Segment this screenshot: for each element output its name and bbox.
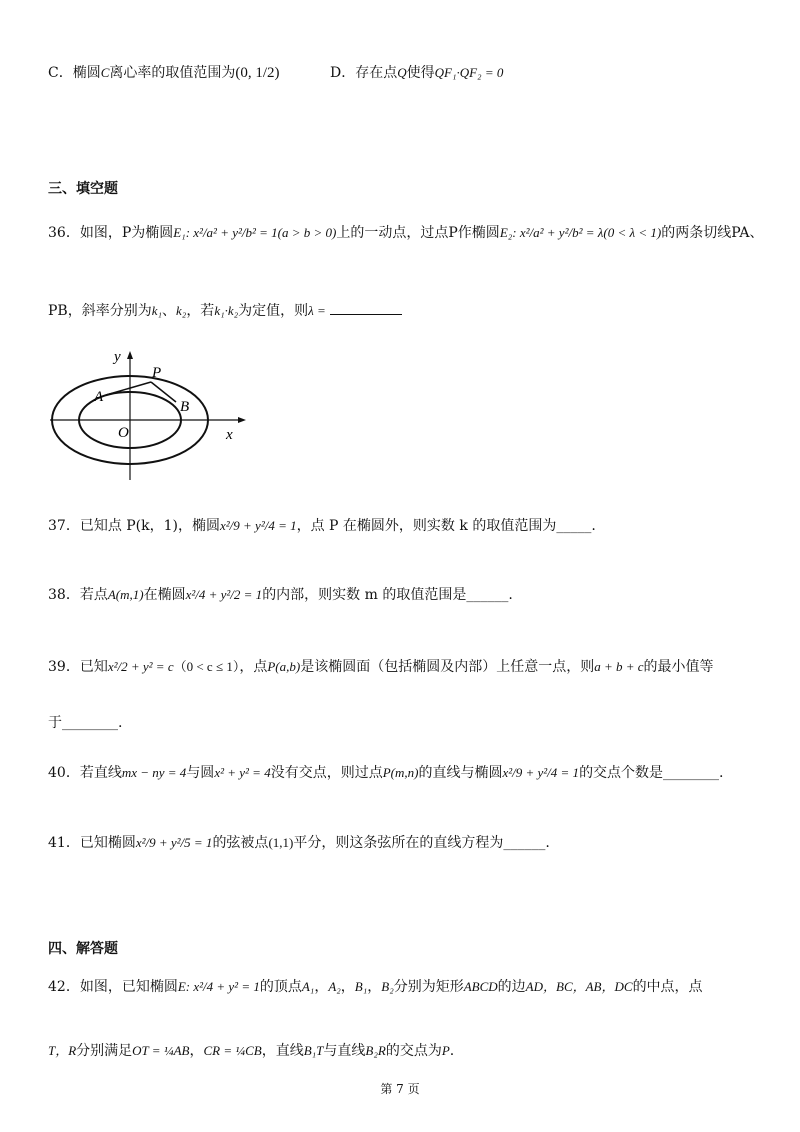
q39-end2: 的最小值等 <box>643 659 714 675</box>
y-axis-arrow-icon <box>127 351 133 359</box>
q40-pt: P(m,n) <box>382 765 419 780</box>
label-a: A <box>94 389 104 405</box>
q38-mid: 在椭圆 <box>143 587 186 603</box>
q36-start: 36．如图，P为椭圆 <box>48 225 174 241</box>
q39-pt: P(a,b) <box>267 659 301 674</box>
q40-mid3: 的直线与椭圆 <box>418 765 503 781</box>
label-o: O <box>118 425 129 441</box>
q36-prod: k₁·k₂ <box>214 303 239 318</box>
q39-line1 <box>48 656 760 676</box>
q36-sep: 、 <box>162 303 177 319</box>
q36-answer-blank <box>330 314 402 315</box>
q38 <box>48 584 760 604</box>
option-d <box>330 62 760 82</box>
label-y: y <box>114 349 121 365</box>
q39-cond: （0 < c ≤ 1） <box>173 659 240 674</box>
q41-end: 平分，则这条弦所在的直线方程为______. <box>293 835 550 851</box>
option-d-var: Q <box>397 65 407 80</box>
q41-eq: x²/9 + y²/5 = 1 <box>135 835 213 850</box>
option-c-text: 离心率的取值范围为 <box>109 65 236 81</box>
q39-end: 是该椭圆面（包括椭圆及内部）上任意一点，则 <box>300 659 595 675</box>
q42-mid3: 的边 <box>497 979 526 995</box>
q42-ot: OT = ¼AB <box>132 1043 190 1058</box>
option-c-math: (0, 1/2) <box>235 65 280 81</box>
x-axis-arrow-icon <box>238 417 246 423</box>
label-x: x <box>226 427 233 443</box>
q37-text: 37．已知点 P(k，1)，椭圆 <box>48 518 220 534</box>
q39-line2: 于________. <box>48 715 123 731</box>
q42-line2a: T，R <box>48 1043 77 1058</box>
q41-mid: 的弦被点 <box>212 835 269 851</box>
q36-k2: k₂ <box>176 303 187 318</box>
option-d-label: D．存在点 <box>330 65 398 81</box>
q42-v2: A₂ <box>328 979 341 994</box>
option-c-var: C <box>100 65 110 80</box>
q42-mid: 的顶点 <box>259 979 302 995</box>
q39-expr: a + b + c <box>594 659 644 674</box>
option-d-text: 使得 <box>406 65 435 81</box>
q36-ellipse1: E₁: x²/a² + y²/b² = 1(a > b > 0) <box>173 225 337 240</box>
q42-line1 <box>48 976 760 996</box>
q36-line2c: 为定值，则 <box>238 303 309 319</box>
q42-eq: E: x²/4 + y² = 1 <box>177 979 260 994</box>
q40-eq: x²/9 + y²/4 = 1 <box>502 765 580 780</box>
q36-line1 <box>48 222 764 242</box>
option-c-label: C．椭圆 <box>48 65 101 81</box>
q42-mid2: 分别为矩形 <box>393 979 464 995</box>
label-b: B <box>180 399 190 415</box>
q41-pt: (1,1) <box>268 835 294 850</box>
q36-line2b: ，若 <box>186 303 215 319</box>
q36-line2a: PB，斜率分别为 <box>48 303 152 319</box>
q36-end: 的两条切线PA、 <box>661 225 764 241</box>
q42-cr: CR = ¼CB <box>203 1043 262 1058</box>
q39-text: 39．已知 <box>48 659 108 675</box>
q40-end: 的交点个数是________. <box>579 765 724 781</box>
q36-line2 <box>48 300 760 320</box>
q42-line2e: 的交点为 <box>385 1043 442 1059</box>
section-4-heading: 四、解答题 <box>48 941 118 957</box>
q40-text: 40．若直线 <box>48 765 122 781</box>
q36-mid: 上的一动点，过点P作椭圆 <box>336 225 500 241</box>
q42-v4: B₂ <box>381 979 394 994</box>
q42-pp: P <box>441 1043 450 1058</box>
section-3-heading: 三、填空题 <box>48 181 118 197</box>
q41 <box>48 832 760 852</box>
q40-mid1: 与圆 <box>186 765 215 781</box>
q42-comma-1: ， <box>314 979 329 995</box>
q42-line2d: 与直线 <box>323 1043 366 1059</box>
q42-text: 42．如图，已知椭圆 <box>48 979 178 995</box>
q42-line2b: 分别满足 <box>76 1043 133 1059</box>
q41-text: 41．已知椭圆 <box>48 835 136 851</box>
q42-comma-3: ， <box>367 979 382 995</box>
q40 <box>48 762 760 782</box>
label-p: P <box>152 365 162 381</box>
q42-b2r: B₂R <box>365 1043 386 1058</box>
q38-eq: x²/4 + y²/2 = 1 <box>185 587 263 602</box>
q36-lambda: λ = <box>308 303 326 318</box>
q39-mid: ，点 <box>239 659 268 675</box>
q42-comma-2: ， <box>340 979 355 995</box>
page-number: 第 7 页 <box>380 1082 420 1096</box>
q42-v3: B₁ <box>354 979 368 994</box>
q42-line2 <box>48 1040 760 1060</box>
q42-b1t: B₁T <box>303 1043 324 1058</box>
q42-v1: A₁ <box>301 979 315 994</box>
q40-mid2: 没有交点，则过点 <box>270 765 383 781</box>
q36-k1: k₁ <box>151 303 163 318</box>
q37-eq: x²/9 + y²/4 = 1 <box>220 518 297 533</box>
option-d-math: QF₁·QF₂ = 0 <box>434 65 504 80</box>
q40-line: mx − ny = 4 <box>121 765 187 780</box>
q42-line2c: ，直线 <box>261 1043 304 1059</box>
q38-pt: A(m,1) <box>107 587 144 602</box>
q42-rect: ABCD <box>463 979 498 994</box>
q42-end: 的中点，点 <box>632 979 703 995</box>
q38-text: 38．若点 <box>48 587 108 603</box>
q37-end: ，点 P 在椭圆外，则实数 k 的取值范围为_____. <box>296 518 596 534</box>
q40-circle: x² + y² = 4 <box>214 765 271 780</box>
q37 <box>48 515 760 535</box>
q39-eq: x²/2 + y² = c <box>107 659 174 674</box>
q38-end: 的内部，则实数 m 的取值范围是______. <box>262 587 513 603</box>
q36-ellipse2: E₂: x²/a² + y²/b² = λ(0 < λ < 1) <box>499 225 662 240</box>
q42-comma-4: ， <box>189 1043 204 1059</box>
q42-sides: AD，BC，AB，DC <box>525 979 633 994</box>
q42-dot: . <box>449 1043 455 1059</box>
q36-ellipse-figure <box>48 345 248 485</box>
